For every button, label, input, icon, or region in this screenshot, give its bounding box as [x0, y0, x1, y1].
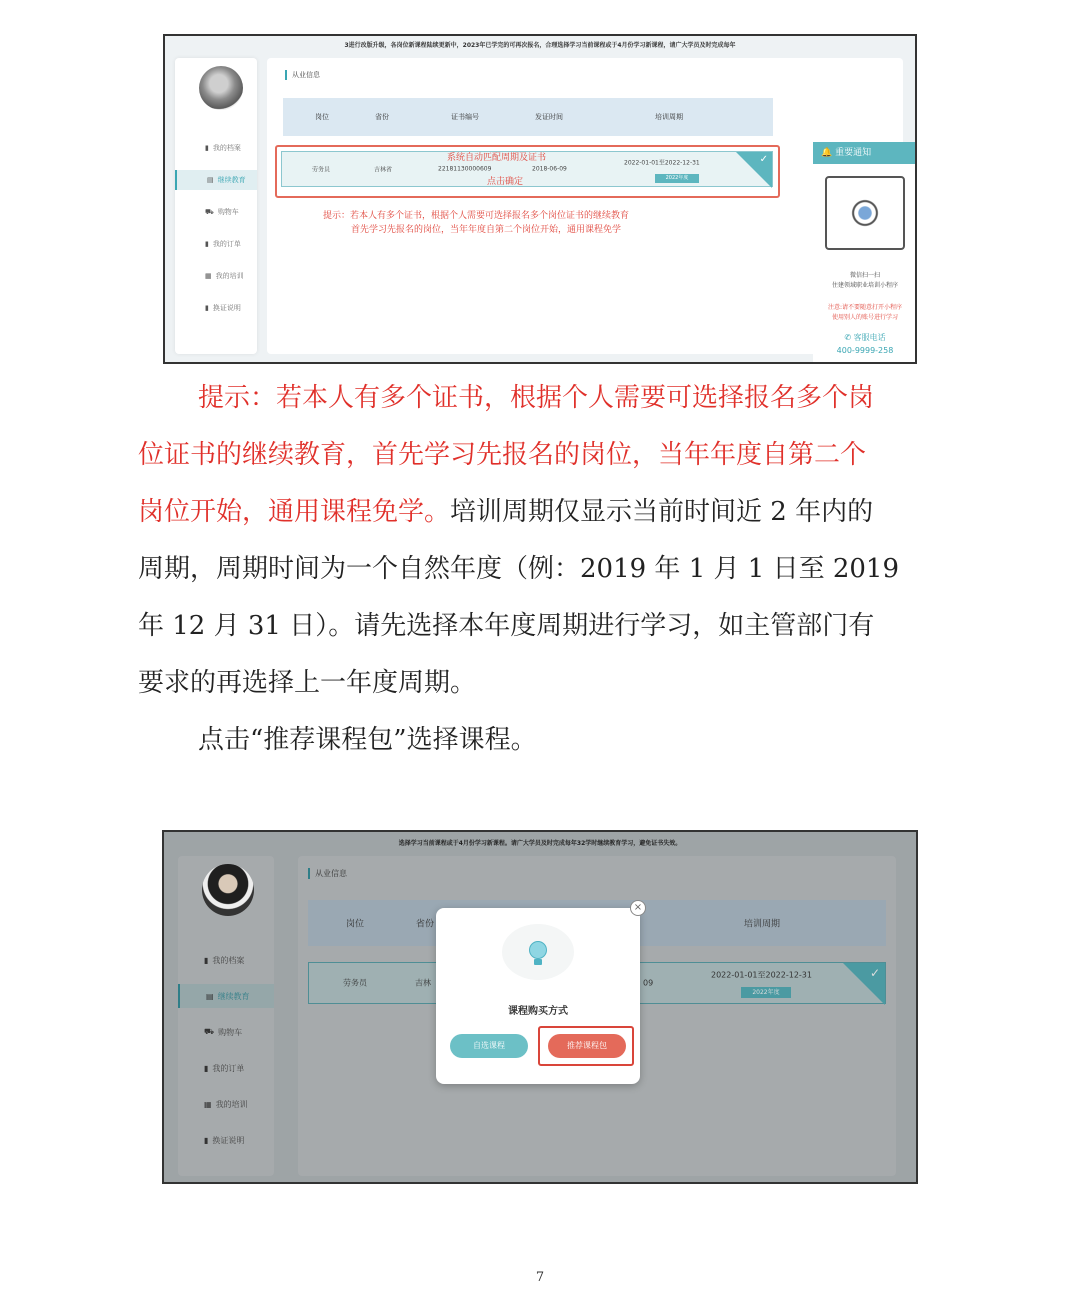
- sidebar-item-training[interactable]: ▦ 我的培训: [204, 1099, 248, 1109]
- period-tag[interactable]: 2022年度: [655, 174, 699, 183]
- header-issue-date: 发证时间: [535, 113, 563, 121]
- phone-label: ✆ 客服电话: [844, 333, 886, 342]
- document-icon: ▮: [204, 1135, 209, 1145]
- highlight-box: [538, 1026, 634, 1066]
- header-post: 岗位: [346, 919, 365, 930]
- header-province: 省份: [375, 113, 389, 121]
- cell-province: 吉林省: [374, 166, 393, 174]
- phone-icon: ✆: [844, 333, 854, 342]
- header-post: 岗位: [315, 113, 329, 121]
- folder-icon: ▮: [204, 955, 209, 965]
- section-title: 从业信息: [308, 868, 347, 879]
- page-number: 7: [535, 1270, 545, 1285]
- book-icon: ▤: [207, 176, 214, 184]
- announcement-banner: 3进行改版升级，各岗位新课程陆续更新中，2023年已学完的可再次报名，合理选择学习当前课程或于4月份学习新课程，请广大学员及时完成每年: [344, 42, 736, 49]
- tip-paragraph-line-3: 岗位开始，通用课程免学。培训周期仅显示当前时间近 2 年内的: [138, 497, 874, 527]
- instruction-text: 点击“推荐课程包”选择课程。: [198, 725, 537, 755]
- check-icon: ✓: [759, 154, 768, 165]
- folder-icon: ▮: [205, 144, 209, 152]
- notice-title[interactable]: 🔔 重要通知: [813, 142, 917, 164]
- book-icon: ▤: [206, 991, 214, 1001]
- sidebar-item-training[interactable]: ▦ 我的培训: [205, 272, 244, 280]
- tip-line-1: 提示：若本人有多个证书，根据个人需要可选择报名多个岗位证书的继续教育: [323, 211, 630, 221]
- sidebar: [175, 58, 257, 354]
- sidebar-item-continuing-education[interactable]: ▤ 继续教育: [175, 170, 257, 190]
- phone-number: 400-9999-258: [836, 346, 894, 355]
- cell-period: 2022-01-01至2022-12-31: [711, 970, 812, 980]
- training-icon: ▦: [204, 1099, 212, 1109]
- screenshot-course-purchase: [162, 830, 918, 1184]
- notice-warning-2: 使用别人的账号进行学习: [831, 314, 898, 321]
- sidebar-item-cart[interactable]: ⛟ 购物车: [204, 1027, 243, 1037]
- sidebar-item-profile[interactable]: ▮ 我的档案: [205, 144, 241, 152]
- screenshot-employment-info: [163, 34, 917, 364]
- main-panel: [267, 58, 903, 354]
- period-tag[interactable]: 2022年度: [741, 987, 791, 998]
- header-period: 培训周期: [744, 919, 781, 930]
- purchase-method-modal: [436, 902, 643, 1084]
- paragraph-line-5: 年 12 月 31 日）。请先选择本年度周期进行学习，如主管部门有: [138, 611, 875, 641]
- check-icon: ✓: [869, 966, 880, 980]
- cell-issue-date: 2018-06-09: [532, 165, 567, 173]
- section-title: 从业信息: [285, 70, 320, 80]
- tip-line-2: 首先学习先报名的岗位，当年年度自第二个岗位开始，通用课程免学: [351, 225, 622, 235]
- avatar[interactable]: [202, 864, 254, 916]
- close-icon[interactable]: ×: [630, 900, 646, 916]
- order-icon: ▮: [204, 1063, 209, 1073]
- document-icon: ▮: [205, 304, 209, 312]
- cell-province: 吉林: [415, 978, 431, 988]
- paragraph-line-6: 要求的再选择上一年度周期。: [138, 668, 477, 698]
- avatar[interactable]: [199, 66, 243, 110]
- cell-post: 劳务员: [312, 166, 331, 174]
- qr-caption-1: 微信扫一扫: [849, 272, 880, 279]
- tip-paragraph-line-2: 位证书的继续教育，首先学习先报名的岗位，当年年度自第二个: [138, 440, 867, 470]
- annotation-auto-match: 系统自动匹配周期及证书: [447, 153, 547, 163]
- sidebar-item-cart[interactable]: ⛟ 购物车: [205, 207, 239, 216]
- lightbulb-icon: [502, 924, 574, 980]
- cell-cert-no: 22181130000609: [438, 165, 492, 173]
- sidebar-item-profile[interactable]: ▮ 我的档案: [204, 955, 245, 965]
- qr-caption-2: 住建领域职业培训小程序: [831, 282, 898, 289]
- cell-issue-date: 09: [643, 978, 654, 988]
- sidebar-item-orders[interactable]: ▮ 我的订单: [205, 240, 241, 248]
- modal-title: 课程购买方式: [508, 1006, 568, 1017]
- header-period: 培训周期: [655, 113, 683, 121]
- order-icon: ▮: [205, 240, 209, 248]
- header-cert-no: 证书编号: [451, 113, 479, 121]
- annotation-click-confirm: 点击确定: [487, 177, 524, 187]
- self-select-course-button[interactable]: 自选课程: [450, 1034, 528, 1058]
- header-province: 省份: [416, 919, 435, 930]
- cell-post: 劳务员: [343, 978, 367, 988]
- training-icon: ▦: [205, 272, 212, 280]
- notice-warning-1: 注意:请不要随意打开小程序: [827, 304, 903, 311]
- cart-icon: ⛟: [204, 1027, 215, 1036]
- sidebar-item-orders[interactable]: ▮ 我的订单: [204, 1063, 245, 1073]
- sidebar-item-renewal-guide[interactable]: ▮ 换证说明: [204, 1135, 245, 1145]
- sidebar-item-continuing-education[interactable]: ▤ 继续教育: [178, 984, 274, 1008]
- paragraph-line-4: 周期，周期时间为一个自然年度（例：2019 年 1 月 1 日至 2019: [138, 554, 900, 584]
- table-header: [283, 98, 773, 136]
- cell-period: 2022-01-01至2022-12-31: [624, 159, 700, 167]
- cart-icon: ⛟: [205, 207, 214, 216]
- tip-paragraph-line-1: 提示：若本人有多个证书，根据个人需要可选择报名多个岗: [198, 383, 875, 413]
- announcement-banner: 选择学习当前课程或于4月份学习新课程。请广大学员及时完成每年32学时继续教育学习，避免证书失效。: [398, 840, 682, 847]
- sidebar: [178, 856, 274, 1176]
- recommended-package-button[interactable]: 推荐课程包: [548, 1034, 626, 1058]
- notice-panel: [813, 142, 917, 364]
- qr-code-icon: [825, 176, 905, 250]
- sidebar-item-renewal-guide[interactable]: ▮ 换证说明: [205, 304, 241, 312]
